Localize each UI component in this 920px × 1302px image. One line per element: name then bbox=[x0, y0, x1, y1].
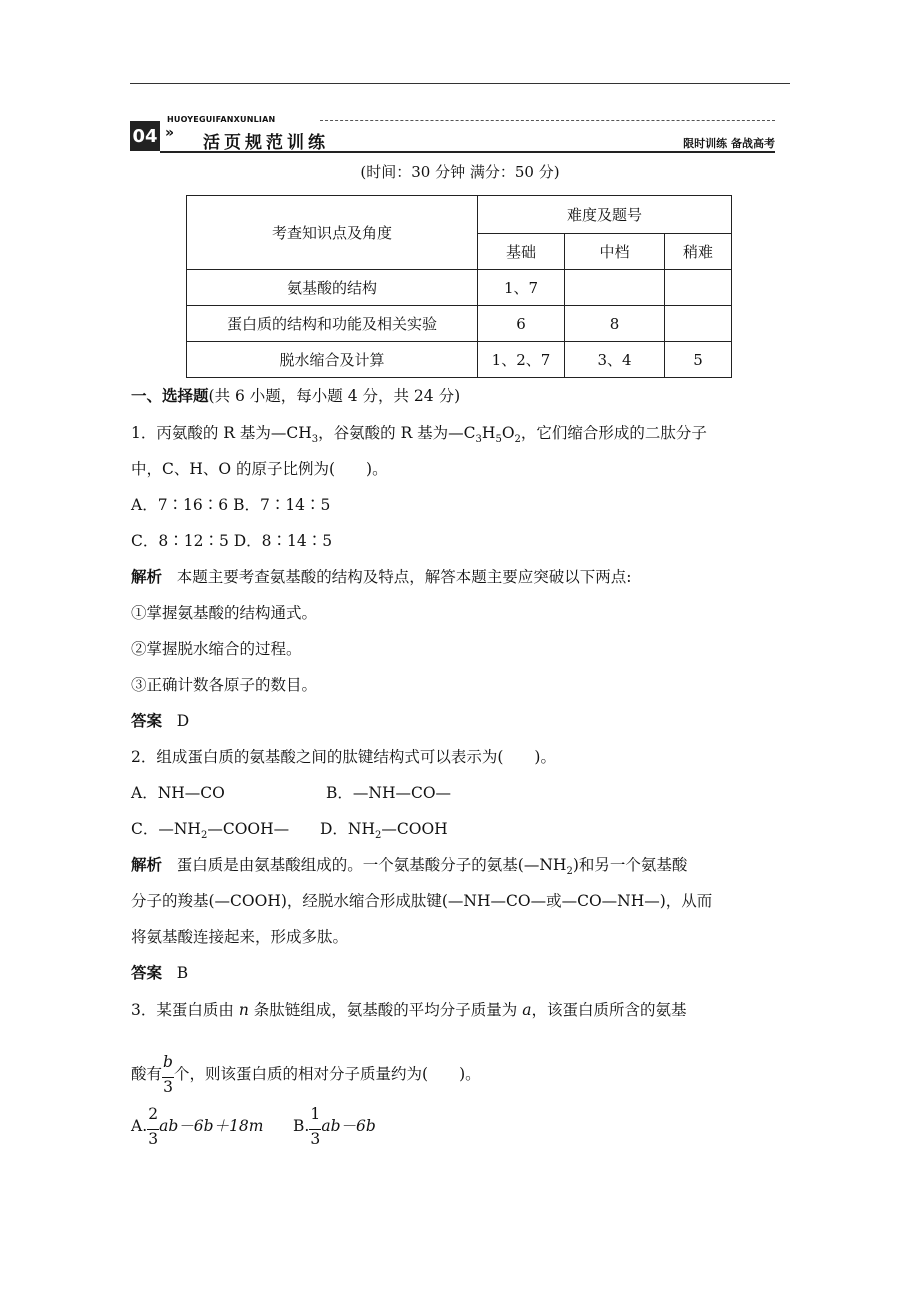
table-cell: 脱水缩合及计算 bbox=[187, 342, 478, 378]
table-row bbox=[187, 306, 732, 342]
q3-var: n bbox=[238, 1001, 249, 1019]
table-cell: 5 bbox=[665, 342, 732, 378]
section-number-badge: 04 bbox=[130, 121, 160, 151]
time-info: (时间：30 分钟 满分：50 分) bbox=[360, 163, 560, 181]
top-rule bbox=[130, 83, 790, 84]
fraction-denominator: 3 bbox=[163, 1078, 173, 1096]
table-cell: 蛋白质的结构和功能及相关实验 bbox=[187, 306, 478, 342]
q1-sub: 3 bbox=[475, 434, 482, 446]
analysis-text: 蛋白质是由氨基酸组成的。一个氨基酸分子的氨基(—NH bbox=[176, 856, 567, 874]
analysis-label: 解析 bbox=[131, 856, 163, 874]
q1-text: ，它们缩合形成的二肽分子 bbox=[520, 424, 707, 442]
table-col-hard: 稍难 bbox=[665, 234, 732, 270]
q1-stem-line1 bbox=[131, 421, 707, 445]
q3-option-a bbox=[131, 1105, 264, 1148]
table-cell: 8 bbox=[565, 306, 665, 342]
q3-text: 3．某蛋白质由 bbox=[131, 1001, 234, 1019]
q3-option-b bbox=[293, 1105, 376, 1148]
table-cell bbox=[665, 306, 732, 342]
q1-point-2: ②掌握脱水缩合的过程。 bbox=[131, 640, 302, 658]
q3-var: a bbox=[522, 1001, 532, 1019]
banner-title: 活页规范训练 bbox=[203, 133, 329, 153]
answer-value: B bbox=[176, 964, 189, 982]
q2-option-b: B．—NH—CO— bbox=[326, 784, 452, 802]
answer-label: 答案 bbox=[131, 712, 163, 730]
table-cell: 3、4 bbox=[565, 342, 665, 378]
q2-analysis-line3: 将氨基酸连接起来，形成多肽。 bbox=[131, 928, 349, 946]
q1-answer bbox=[131, 709, 189, 731]
q2-sub: 2 bbox=[200, 830, 208, 842]
fraction-denominator: 3 bbox=[310, 1130, 321, 1148]
analysis-text: )和另一个氨基酸 bbox=[572, 856, 688, 874]
fraction-numerator: 1 bbox=[310, 1105, 321, 1123]
q2-sub: 2 bbox=[375, 830, 382, 842]
q2-text: D．NH bbox=[320, 820, 376, 838]
q3-text: ，该蛋白质所含的氨基 bbox=[531, 1001, 687, 1019]
double-arrow-icon: » bbox=[165, 125, 175, 141]
q1-options-cd: C．8∶12∶5 D．8∶14∶5 bbox=[131, 532, 333, 550]
table-cell: 1、7 bbox=[478, 270, 565, 306]
q2-text: —COOH— bbox=[207, 820, 290, 838]
table-col-basic: 基础 bbox=[478, 234, 565, 270]
section-heading bbox=[131, 384, 460, 406]
dotted-rule bbox=[320, 120, 775, 121]
q1-text: O bbox=[501, 424, 515, 442]
knowledge-table bbox=[186, 195, 732, 378]
option-expression: ab－6b＋18m bbox=[159, 1117, 264, 1135]
table-row bbox=[187, 342, 732, 378]
q3-text: 个，则该蛋白质的相对分子质量约为( )。 bbox=[174, 1065, 481, 1083]
option-expression: ab－6b bbox=[321, 1117, 376, 1135]
table-row bbox=[187, 270, 732, 306]
section-title: 一、选择题 bbox=[131, 387, 209, 405]
fraction-numerator: b bbox=[163, 1053, 173, 1071]
q2-sub: 2 bbox=[566, 866, 573, 878]
table-col-medium: 中档 bbox=[565, 234, 665, 270]
q1-analysis bbox=[131, 565, 632, 587]
fraction-numerator: 2 bbox=[148, 1105, 159, 1123]
q3-text: 酸有 bbox=[131, 1065, 163, 1083]
q3-text: 条肽链组成，氨基酸的平均分子质量为 bbox=[253, 1001, 518, 1019]
q2-stem: 2．组成蛋白质的氨基酸之间的肽键结构式可以表示为( )。 bbox=[131, 748, 556, 766]
q1-text: 1．丙氨酸的 R 基为—CH bbox=[131, 424, 312, 442]
table-cell bbox=[665, 270, 732, 306]
q2-text: C．—NH bbox=[131, 820, 201, 838]
q1-point-1: ①掌握氨基酸的结构通式。 bbox=[131, 604, 318, 622]
q2-option-c bbox=[131, 817, 289, 841]
table-cell: 氨基酸的结构 bbox=[187, 270, 478, 306]
banner-rule bbox=[160, 151, 775, 153]
q3-stem-line2 bbox=[131, 1053, 481, 1096]
q2-answer bbox=[131, 961, 188, 983]
q1-sub: 3 bbox=[311, 434, 319, 446]
q1-text: ，谷氨酸的 R 基为—C bbox=[318, 424, 476, 442]
option-label: B. bbox=[293, 1117, 310, 1135]
q3-stem-line1 bbox=[131, 998, 686, 1020]
table-header-topic: 考查知识点及角度 bbox=[187, 196, 478, 270]
analysis-label: 解析 bbox=[131, 568, 163, 586]
table-cell bbox=[565, 270, 665, 306]
q1-stem-line2: 中，C、H、O 的原子比例为( )。 bbox=[131, 460, 388, 478]
section-note: (共 6 小题，每小题 4 分，共 24 分) bbox=[208, 387, 461, 405]
fraction-denominator: 3 bbox=[148, 1130, 159, 1148]
table-cell: 6 bbox=[478, 306, 565, 342]
section-banner bbox=[130, 115, 775, 155]
table-cell: 1、2、7 bbox=[478, 342, 565, 378]
q1-options-ab: A．7∶16∶6 B．7∶14∶5 bbox=[131, 496, 331, 514]
table-header-difficulty: 难度及题号 bbox=[478, 196, 732, 234]
banner-pinyin: HUOYEGUIFANXUNLIAN bbox=[167, 115, 276, 124]
answer-label: 答案 bbox=[131, 964, 163, 982]
analysis-text: 本题主要考查氨基酸的结构及特点，解答本题主要应突破以下两点: bbox=[176, 568, 632, 586]
option-label: A. bbox=[131, 1117, 148, 1135]
q2-analysis-line1 bbox=[131, 853, 687, 877]
q2-analysis-line2: 分子的羧基(—COOH)，经脱水缩合形成肽键(—NH—CO—或—CO—NH—)，从而 bbox=[131, 892, 713, 910]
q1-sub: 2 bbox=[514, 434, 521, 446]
q1-point-3: ③正确计数各原子的数目。 bbox=[131, 676, 318, 694]
q2-text: —COOH bbox=[381, 820, 448, 838]
answer-value: D bbox=[176, 712, 190, 730]
banner-slogan: 限时训练 备战高考 bbox=[683, 137, 775, 150]
q1-text: H bbox=[481, 424, 496, 442]
q2-option-a: A．NH—CO bbox=[131, 784, 225, 802]
q1-sub: 5 bbox=[495, 434, 502, 446]
q2-option-d bbox=[320, 817, 448, 841]
